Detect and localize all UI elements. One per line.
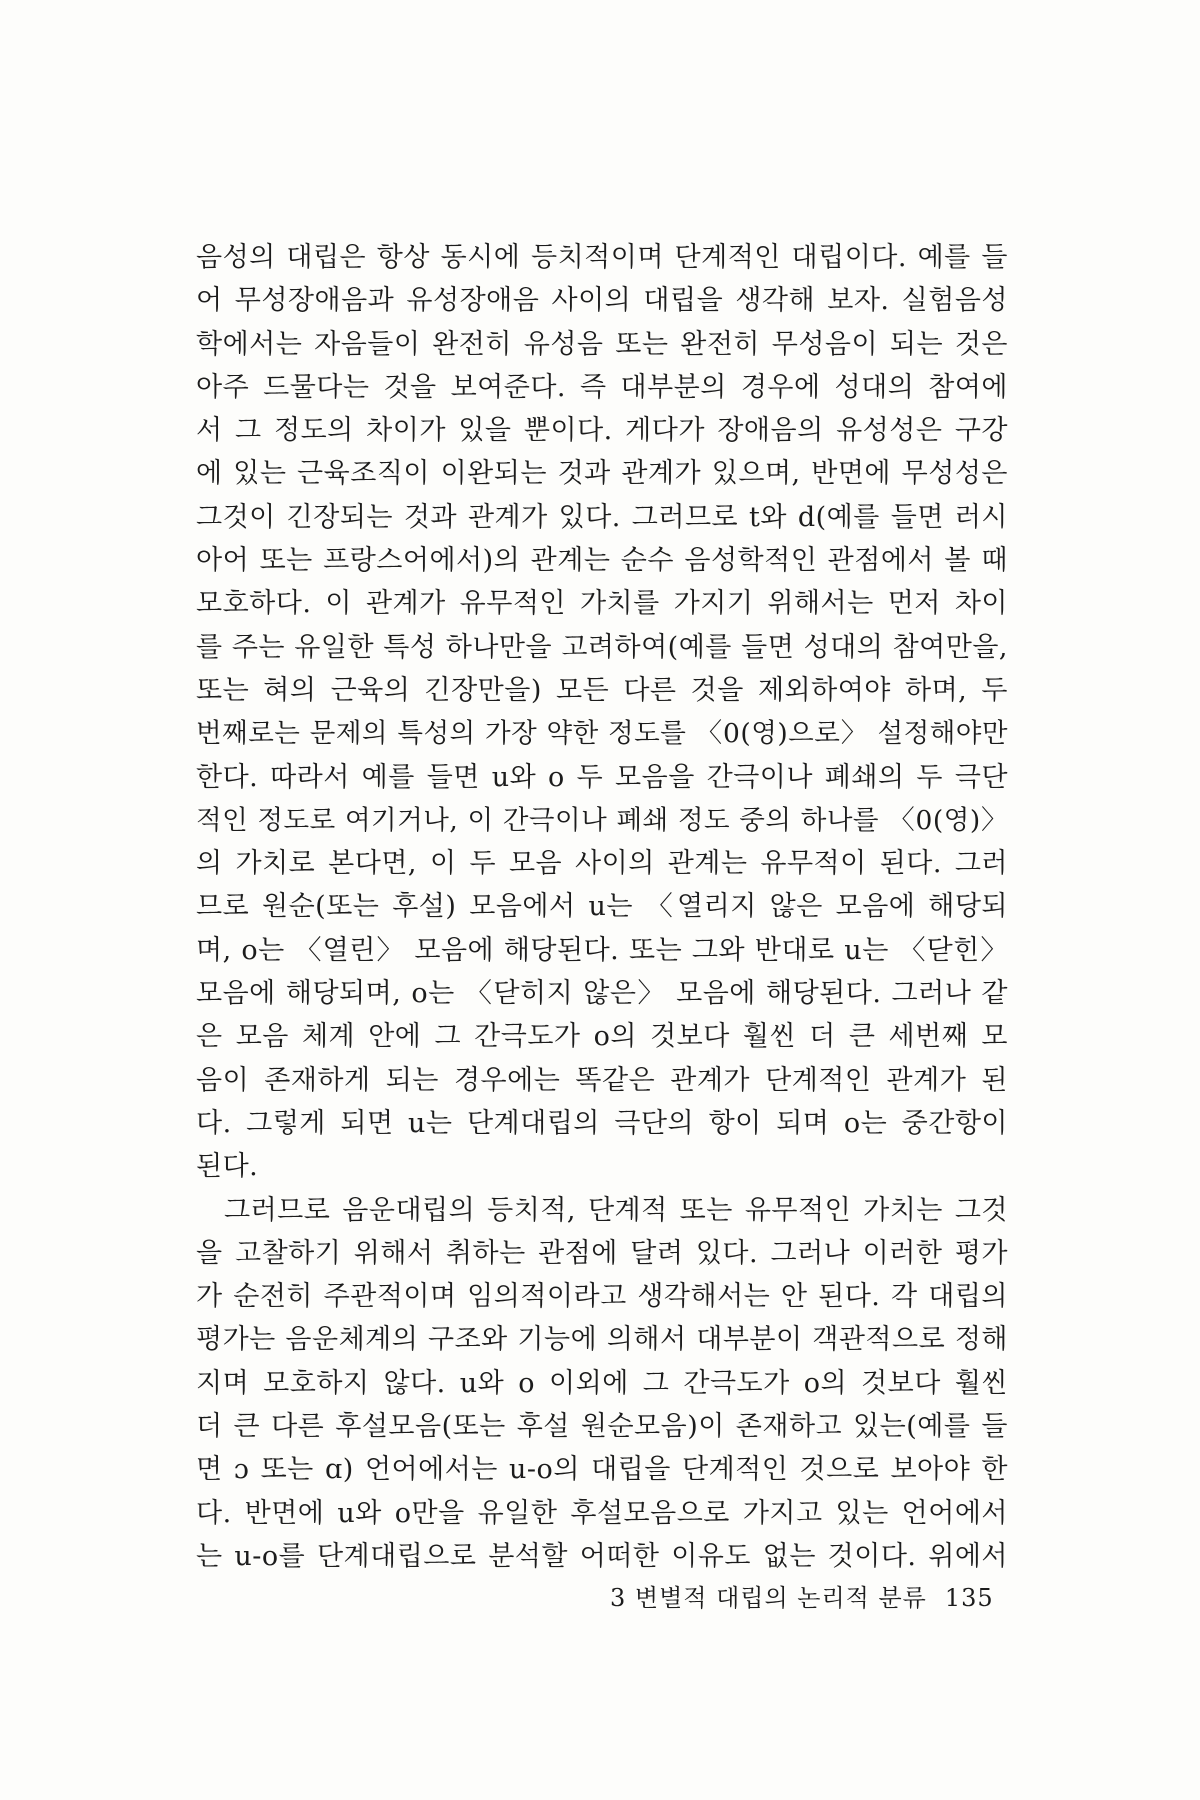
text-line: 을 고찰하기 위해서 취하는 관점에 달려 있다. 그러나 이러한 평가 <box>196 1237 1008 1269</box>
text-line: 의 가치로 본다면, 이 두 모음 사이의 관계는 유무적이 된다. 그러 <box>196 848 1008 880</box>
paragraph <box>196 1189 1008 1579</box>
text-line: 적인 정도로 여기거나, 이 간극이나 폐쇄 정도 중의 하나를 〈0(영)〉 <box>196 804 1008 836</box>
body-text <box>196 236 1008 1578</box>
text-line: 가 순전히 주관적이며 임의적이라고 생각해서는 안 된다. 각 대립의 <box>196 1281 1008 1313</box>
text-line: 를 주는 유일한 특성 하나만을 고려하여(예를 들면 성대의 참여만을, <box>196 631 1008 663</box>
text-line: 아주 드물다는 것을 보여준다. 즉 대부분의 경우에 성대의 참여에 <box>196 371 1008 403</box>
text-line: 더 큰 다른 후설모음(또는 후설 원순모음)이 존재하고 있는(예를 들 <box>196 1411 1008 1443</box>
text-line: 평가는 음운체계의 구조와 기능에 의해서 대부분이 객관적으로 정해 <box>196 1324 1008 1356</box>
text-line: 다. 그렇게 되면 u는 단계대립의 극단의 항이 되며 o는 중간항이 <box>196 1107 1008 1139</box>
text-line: 은 모음 체계 안에 그 간극도가 o의 것보다 훨씬 더 큰 세번째 모 <box>196 1021 1008 1053</box>
text-line: 모음에 해당되며, o는 〈닫히지 않은〉 모음에 해당된다. 그러나 같 <box>196 978 1008 1010</box>
page-number: 135 <box>944 1584 994 1612</box>
text-line: 음성의 대립은 항상 동시에 등치적이며 단계적인 대립이다. 예를 들 <box>196 242 1008 273</box>
text-line: 된다. <box>196 1151 259 1183</box>
text-line: 번째로는 문제의 특성의 가장 약한 정도를 〈0(영)으로〉 설정해야만 <box>196 718 1008 750</box>
text-line: 에 있는 근육조직이 이완되는 것과 관계가 있으며, 반면에 무성성은 <box>196 458 1008 490</box>
running-title: 3 변별적 대립의 논리적 분류 <box>610 1584 927 1612</box>
text-line: 또는 혀의 근육의 긴장만을) 모든 다른 것을 제외하여야 하며, 두 <box>196 674 1008 706</box>
text-line: 아어 또는 프랑스어에서)의 관계는 순수 음성학적인 관점에서 볼 때 <box>196 545 1008 577</box>
text-line: 학에서는 자음들이 완전히 유성음 또는 완전히 무성음이 되는 것은 <box>196 328 1008 360</box>
text-line: 어 무성장애음과 유성장애음 사이의 대립을 생각해 보자. 실험음성 <box>196 285 1008 317</box>
text-line: 한다. 따라서 예를 들면 u와 o 두 모음을 간극이나 폐쇄의 두 극단 <box>196 761 1008 793</box>
text-line: 서 그 정도의 차이가 있을 뿐이다. 게다가 장애음의 유성성은 구강 <box>196 415 1008 447</box>
text-line: 다. 반면에 u와 o만을 유일한 후설모음으로 가지고 있는 언어에서 <box>196 1497 1008 1529</box>
paragraph <box>196 236 1008 1189</box>
text-line: 모호하다. 이 관계가 유무적인 가치를 가지기 위해서는 먼저 차이 <box>196 588 1008 620</box>
page-footer <box>610 1578 1010 1618</box>
text-line: 지며 모호하지 않다. u와 o 이외에 그 간극도가 o의 것보다 훨씬 <box>196 1367 1008 1399</box>
text-line: 음이 존재하게 되는 경우에는 똑같은 관계가 단계적인 관계가 된 <box>196 1064 1008 1096</box>
text-line: 며, o는 〈열린〉 모음에 해당된다. 또는 그와 반대로 u는 〈닫힌〉 <box>196 934 1008 966</box>
text-line: 그러므로 음운대립의 등치적, 단계적 또는 유무적인 가치는 그것 <box>224 1194 1008 1226</box>
text-line: 그것이 긴장되는 것과 관계가 있다. 그러므로 t와 d(예를 들면 러시 <box>196 501 1008 533</box>
text-line: 므로 원순(또는 후설) 모음에서 u는 〈열리지 않은 모음에 해당되 <box>196 891 1008 923</box>
text-line: 는 u-o를 단계대립으로 분석할 어떠한 이유도 없는 것이다. 위에서 <box>196 1540 1008 1572</box>
text-line: 면 ɔ 또는 ɑ) 언어에서는 u-o의 대립을 단계적인 것으로 보아야 한 <box>196 1454 1008 1486</box>
